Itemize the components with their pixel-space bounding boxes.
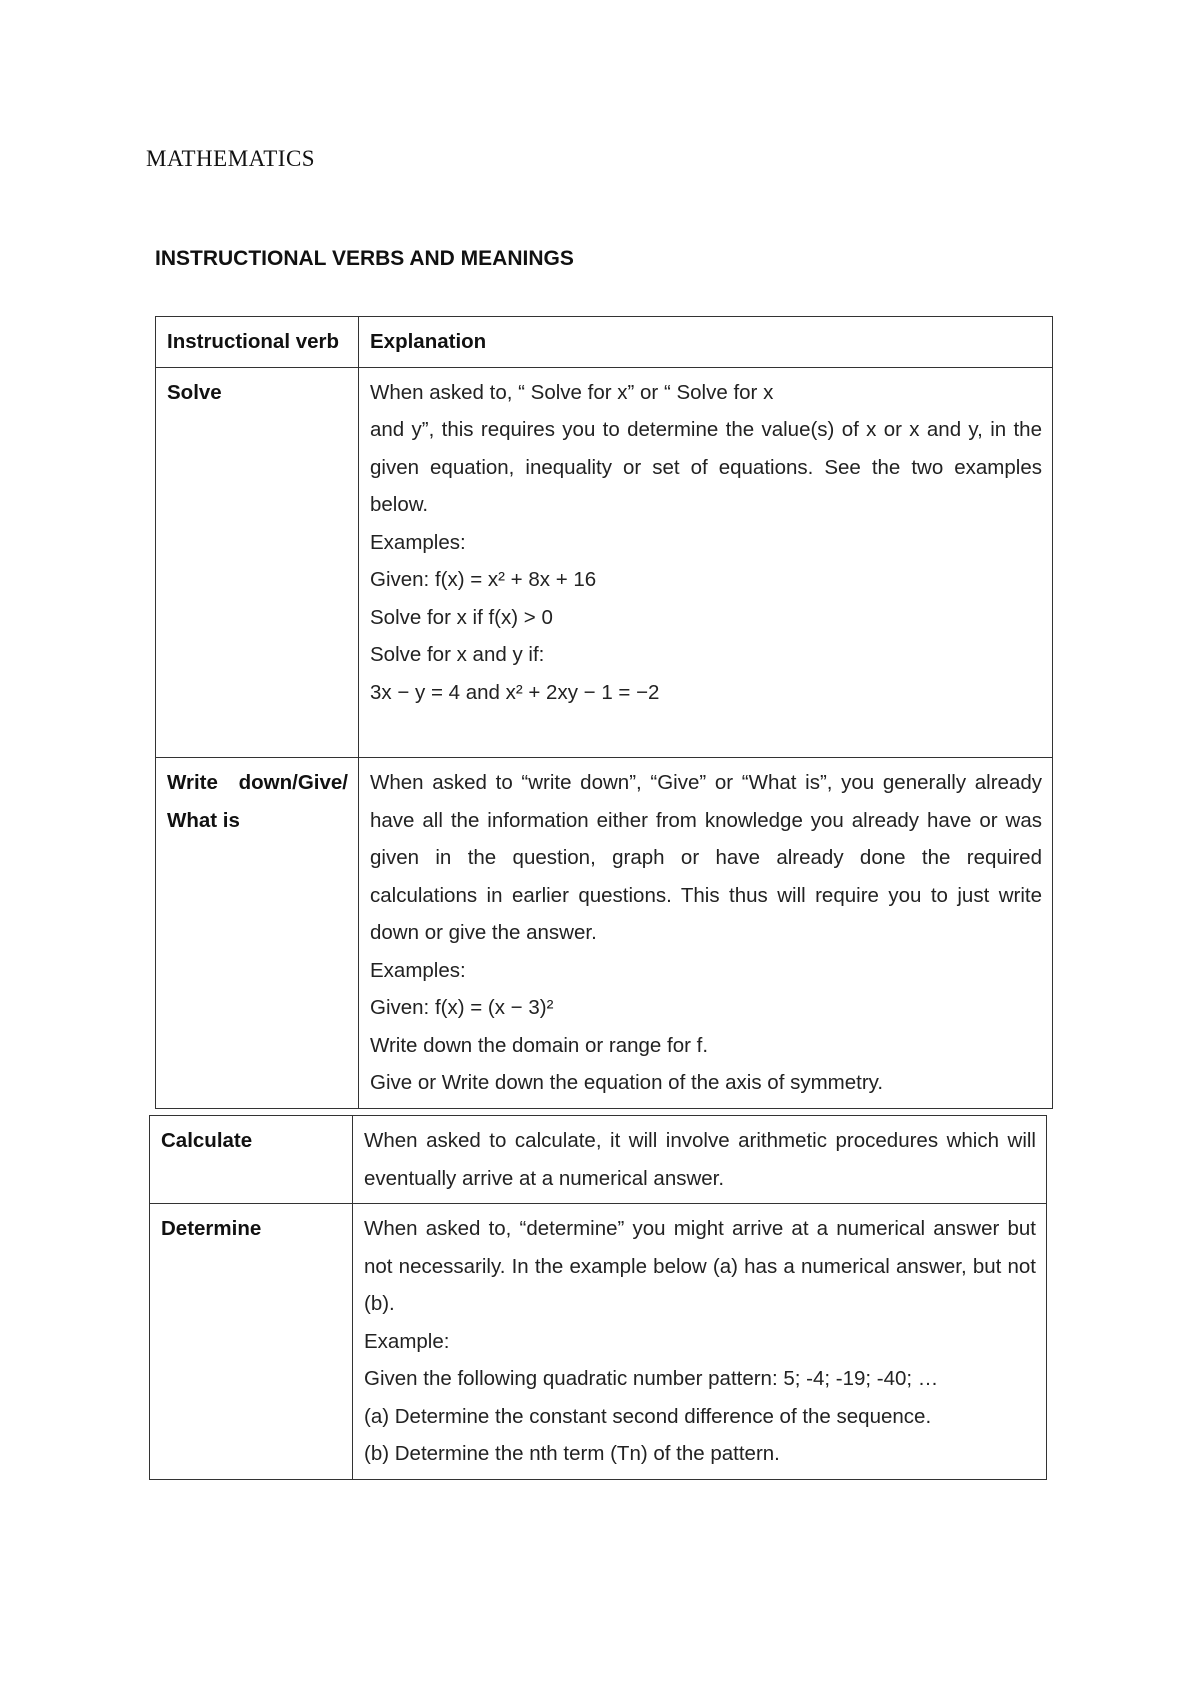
- verb-write-part3: What is: [167, 808, 240, 832]
- header-verb: Instructional verb: [156, 317, 359, 368]
- table-row-calculate: [150, 1116, 1047, 1204]
- verb-write-part2: down/Give/: [238, 771, 348, 794]
- verb-determine: Determine: [150, 1204, 353, 1480]
- solve-line-1: When asked to, “ Solve for x” or “ Solve for x: [370, 380, 774, 404]
- verb-write-line-1: [167, 764, 348, 802]
- spacer: [370, 711, 1042, 751]
- verb-write-part1: Write: [167, 771, 218, 794]
- write-paragraph: When asked to “write down”, “Give” or “What is”, you generally already have all the information either from knowledge you already have or was given in the question, graph or have already done the required calculations in earlier questions. This thus will require you to just write down or give the answer.: [370, 771, 1042, 944]
- instructional-verbs-table-continued: [149, 1115, 1047, 1480]
- verb-write: [156, 758, 359, 1109]
- explanation-solve: [359, 367, 1053, 758]
- determine-part-b: (b) Determine the nth term (Tn) of the pattern.: [364, 1442, 780, 1465]
- determine-part-a: (a) Determine the constant second difference of the sequence.: [364, 1404, 932, 1428]
- header-explanation: Explanation: [359, 317, 1053, 368]
- document-header: MATHEMATICS: [146, 146, 316, 171]
- table-header-row: [156, 317, 1053, 368]
- write-examples-label: Examples:: [370, 958, 466, 982]
- solve-examples-label: Examples:: [370, 530, 466, 554]
- determine-pattern: Given the following quadratic number pattern: 5; -4; -19; -40; …: [364, 1367, 939, 1390]
- calculate-paragraph: When asked to calculate, it will involve arithmetic procedures which will eventually arrive at a numerical answer.: [364, 1129, 1036, 1190]
- solve-example-2: Solve for x and y if:: [370, 643, 545, 666]
- verb-calculate: Calculate: [150, 1116, 353, 1204]
- write-given: Given: f(x) = (x − 3)²: [370, 996, 554, 1019]
- document-title: INSTRUCTIONAL VERBS AND MEANINGS: [155, 247, 574, 270]
- explanation-calculate: [353, 1116, 1047, 1204]
- solve-given: Given: f(x) = x² + 8x + 16: [370, 568, 597, 591]
- table-row-solve: [156, 367, 1053, 758]
- verb-solve: Solve: [156, 367, 359, 758]
- write-example-2: Give or Write down the equation of the axis of symmetry.: [370, 1071, 884, 1094]
- table-row-determine: [150, 1204, 1047, 1480]
- explanation-determine: [353, 1204, 1047, 1480]
- solve-example-1: Solve for x if f(x) > 0: [370, 605, 553, 629]
- determine-paragraph: When asked to, “determine” you might arrive at a numerical answer but not necessarily. In the example below (a) has a numerical answer, but not (b).: [364, 1217, 1036, 1315]
- explanation-write: [359, 758, 1053, 1109]
- solve-equations: 3x − y = 4 and x² + 2xy − 1 = −2: [370, 680, 660, 704]
- determine-example-label: Example:: [364, 1329, 450, 1353]
- table-row-write: [156, 758, 1053, 1109]
- solve-line-2: and y”, this requires you to determine the value(s) of x or x and y, in the given equation, inequality or set of equations. See the two examples below.: [370, 418, 1042, 516]
- instructional-verbs-table: [155, 316, 1053, 1109]
- write-example-1: Write down the domain or range for f.: [370, 1033, 709, 1057]
